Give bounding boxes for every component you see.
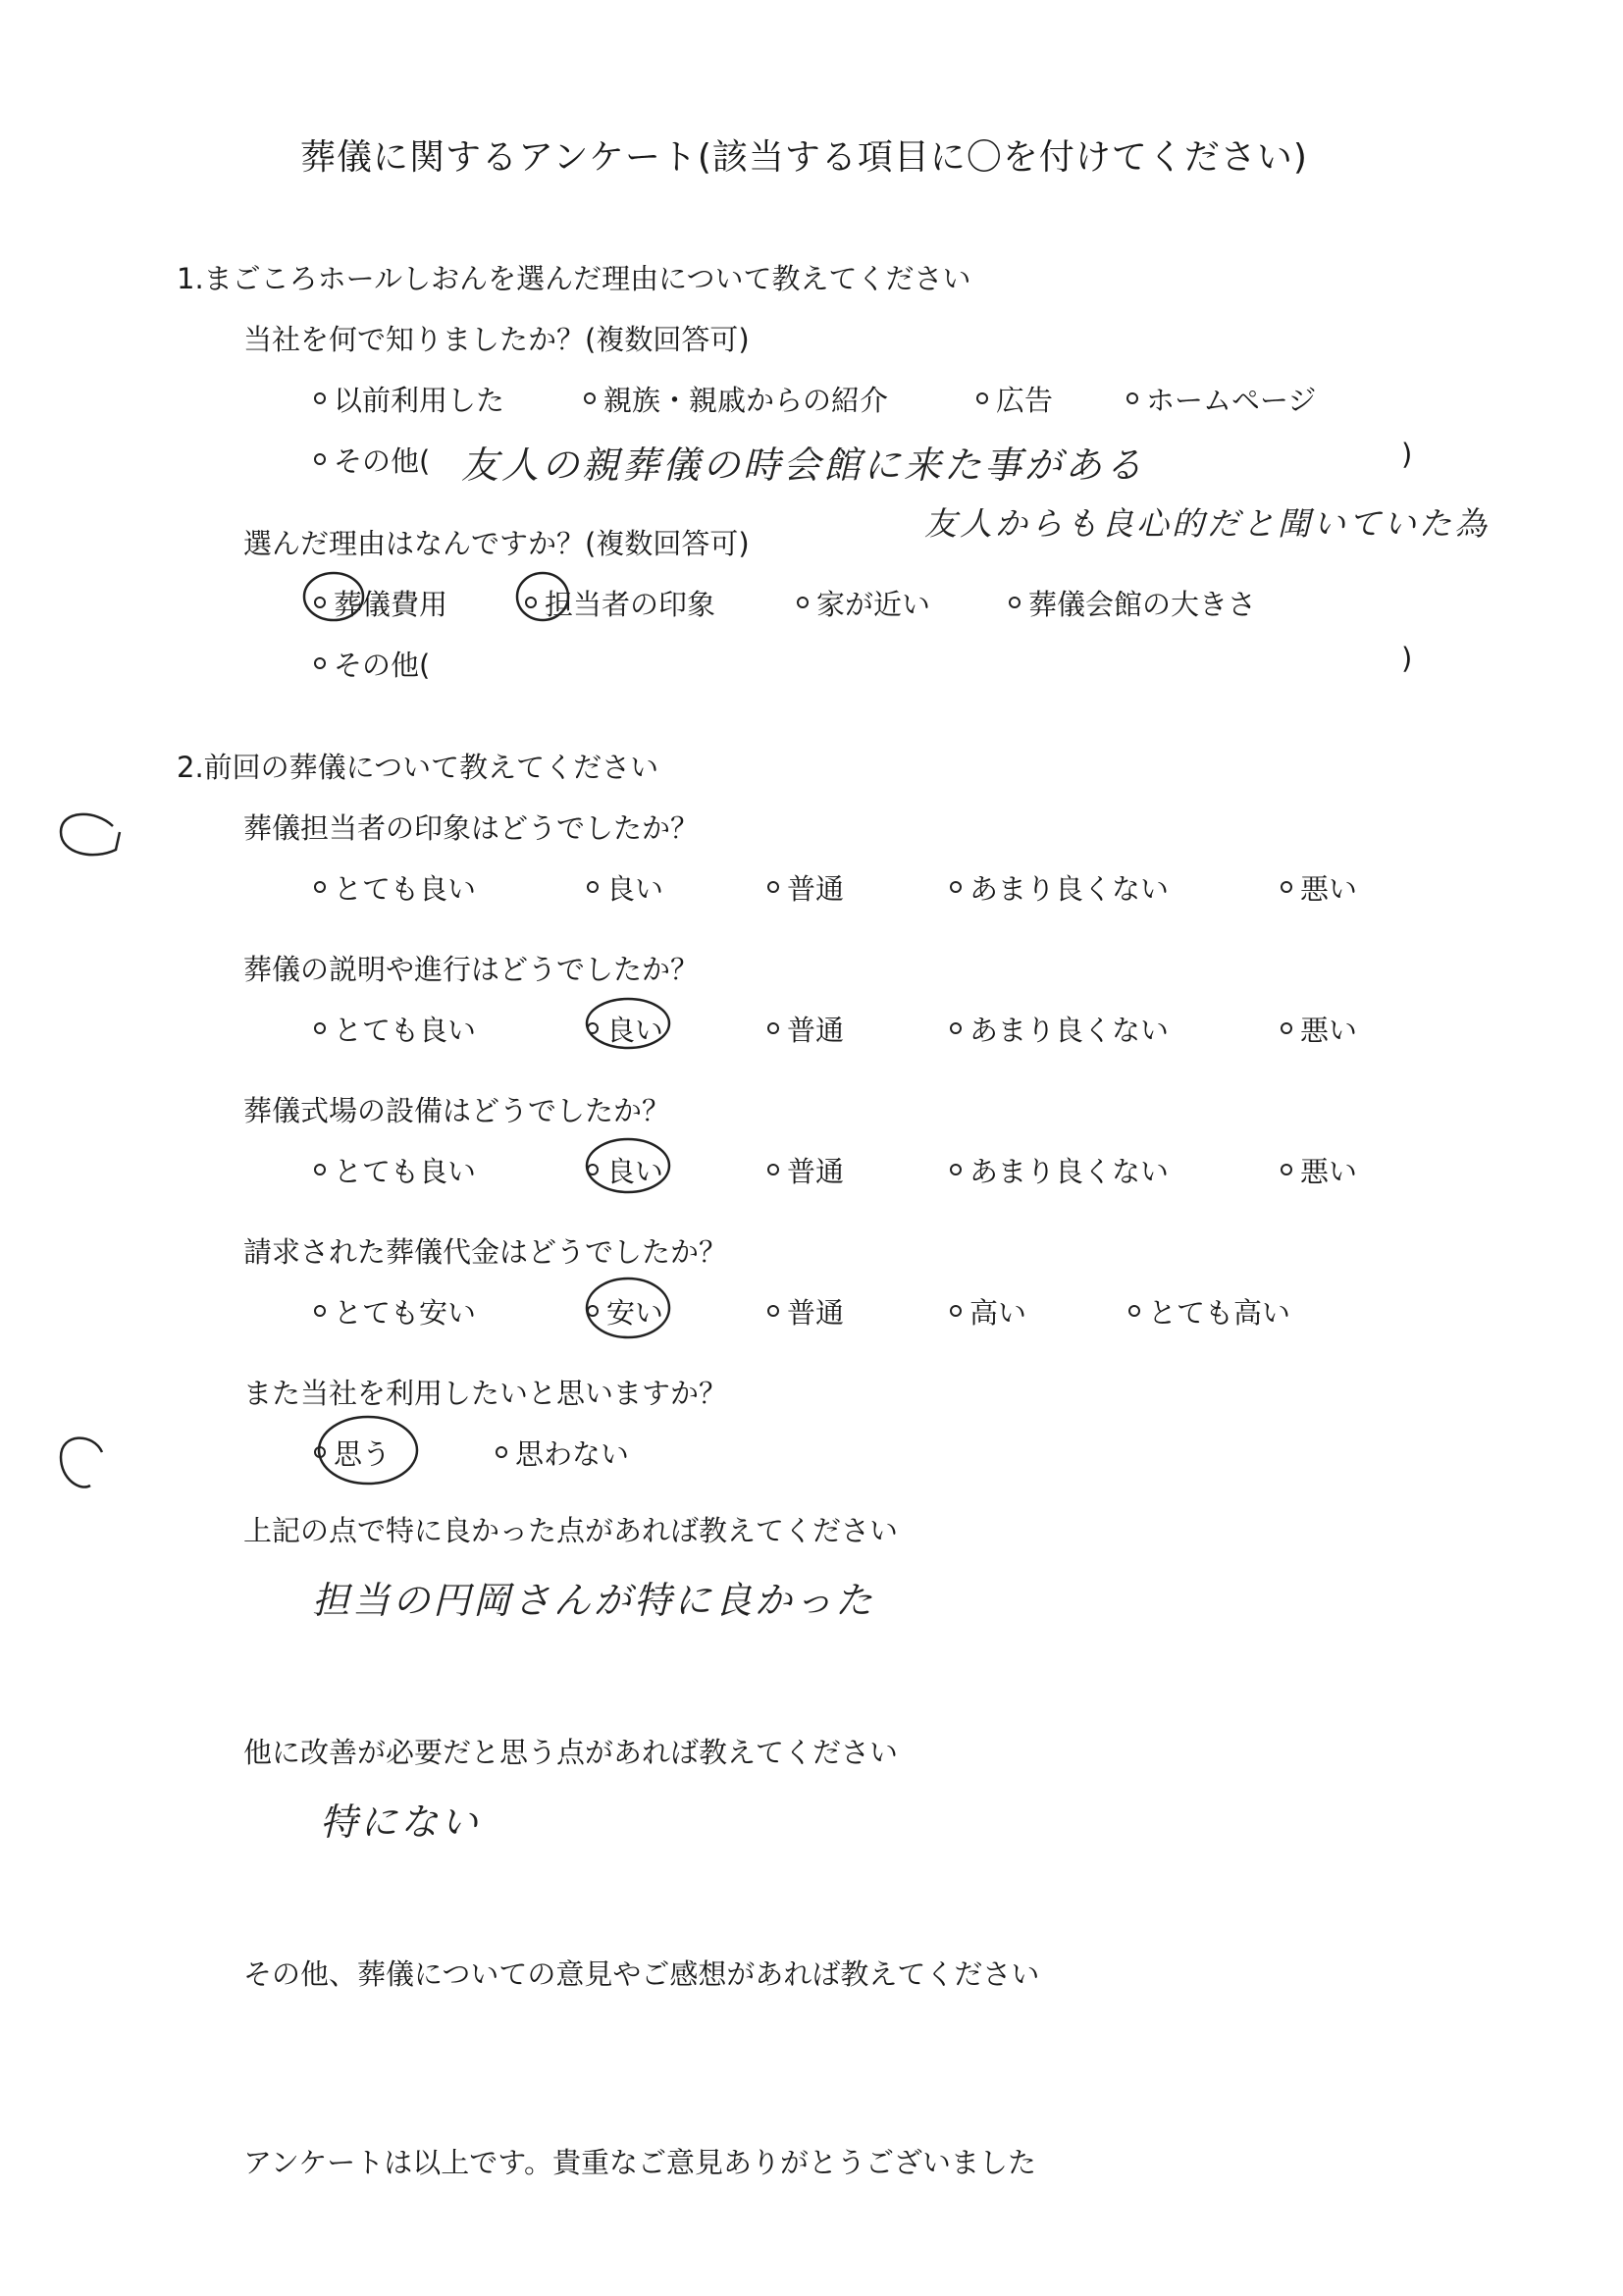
bullet-icon bbox=[587, 881, 599, 893]
question-staff-impression: 葬儀担当者の印象はどうでしたか？ bbox=[243, 811, 700, 845]
option-not-good[interactable]: あまり良くない bbox=[950, 1150, 1169, 1190]
handwritten-improvements-answer: 特にない bbox=[320, 1800, 482, 1844]
option-funeral-cost[interactable]: 葬儀費用 bbox=[314, 583, 447, 623]
option-average[interactable]: 普通 bbox=[767, 1291, 844, 1331]
bullet-icon bbox=[767, 881, 779, 893]
option-relative-referral[interactable]: 親族・親戚からの紹介 bbox=[584, 379, 888, 419]
option-not-good[interactable]: あまり良くない bbox=[950, 867, 1169, 908]
bullet-icon bbox=[496, 1446, 507, 1458]
bullet-icon bbox=[1009, 597, 1021, 608]
bullet-icon bbox=[525, 597, 537, 608]
option-average[interactable]: 普通 bbox=[767, 1150, 844, 1190]
option-average[interactable]: 普通 bbox=[767, 867, 844, 908]
option-yes[interactable]: 思う bbox=[314, 1433, 391, 1473]
handwritten-other-answer-line1: 友人の親葬儀の時会館に来た事がある bbox=[461, 444, 1146, 487]
bullet-icon bbox=[314, 657, 326, 669]
bullet-icon bbox=[587, 1164, 599, 1175]
option-bad[interactable]: 悪い bbox=[1281, 867, 1357, 908]
option-very-expensive[interactable]: とても高い bbox=[1128, 1291, 1290, 1331]
option-other-reason[interactable]: その他( bbox=[314, 644, 430, 684]
question-improvements: 他に改善が必要だと思う点があれば教えてください bbox=[243, 1736, 899, 1769]
bullet-icon bbox=[314, 1305, 326, 1317]
section-2-heading: 2.前回の葬儀について教えてください bbox=[177, 751, 659, 784]
option-homepage[interactable]: ホームページ bbox=[1126, 379, 1316, 419]
option-bad[interactable]: 悪い bbox=[1281, 1009, 1357, 1049]
bullet-icon bbox=[314, 881, 326, 893]
option-advertisement[interactable]: 広告 bbox=[976, 379, 1053, 419]
question-reason: 選んだ理由はなんですか？(複数回答可) bbox=[243, 527, 750, 560]
option-hall-size[interactable]: 葬儀会館の大きさ bbox=[1009, 583, 1256, 623]
bullet-icon bbox=[1128, 1305, 1140, 1317]
bullet-icon bbox=[797, 597, 809, 608]
bullet-icon bbox=[1126, 392, 1138, 404]
option-bad[interactable]: 悪い bbox=[1281, 1150, 1357, 1190]
punch-hole-mark-bottom bbox=[61, 1438, 102, 1487]
option-near-home[interactable]: 家が近い bbox=[797, 583, 930, 623]
option-no[interactable]: 思わない bbox=[496, 1433, 629, 1473]
question-use-again: また当社を利用したいと思いますか？ bbox=[243, 1377, 728, 1410]
bullet-icon bbox=[1281, 881, 1292, 893]
question-explanation: 葬儀の説明や進行はどうでしたか？ bbox=[243, 953, 700, 986]
punch-hole-mark-top bbox=[61, 814, 120, 855]
bullet-icon bbox=[767, 1305, 779, 1317]
bullet-icon bbox=[587, 1305, 599, 1317]
option-very-cheap[interactable]: とても安い bbox=[314, 1291, 476, 1331]
option-other-known[interactable]: その他( bbox=[314, 440, 430, 480]
question-cost: 請求された葬儀代金はどうでしたか？ bbox=[243, 1235, 728, 1269]
bullet-icon bbox=[587, 1022, 599, 1034]
question-good-points: 上記の点で特に良かった点があれば教えてください bbox=[243, 1514, 899, 1547]
closing-message: アンケートは以上です。貴重なご意見ありがとうございました bbox=[243, 2146, 1036, 2179]
bullet-icon bbox=[950, 881, 962, 893]
bullet-icon bbox=[314, 392, 326, 404]
option-expensive[interactable]: 高い bbox=[950, 1291, 1026, 1331]
bullet-icon bbox=[950, 1164, 962, 1175]
handwritten-other-answer-line2: 友人からも良心的だと聞いていた為 bbox=[924, 504, 1490, 543]
bullet-icon bbox=[1281, 1164, 1292, 1175]
bullet-icon bbox=[950, 1305, 962, 1317]
option-not-good[interactable]: あまり良くない bbox=[950, 1009, 1169, 1049]
question-how-known: 当社を何で知りましたか？(複数回答可) bbox=[243, 323, 750, 356]
bullet-icon bbox=[314, 1164, 326, 1175]
bullet-icon bbox=[767, 1022, 779, 1034]
question-facilities: 葬儀式場の設備はどうでしたか？ bbox=[243, 1094, 671, 1127]
bullet-icon bbox=[314, 453, 326, 465]
bullet-icon bbox=[1281, 1022, 1292, 1034]
bullet-icon bbox=[950, 1022, 962, 1034]
option-very-good[interactable]: とても良い bbox=[314, 1150, 476, 1190]
option-cheap[interactable]: 安い bbox=[587, 1291, 663, 1331]
option-good[interactable]: 良い bbox=[587, 867, 663, 908]
bullet-icon bbox=[584, 392, 596, 404]
bullet-icon bbox=[314, 1446, 326, 1458]
option-average[interactable]: 普通 bbox=[767, 1009, 844, 1049]
other-close-paren: ) bbox=[1401, 438, 1413, 471]
bullet-icon bbox=[767, 1164, 779, 1175]
option-staff-impression[interactable]: 担当者の印象 bbox=[525, 583, 715, 623]
handwritten-good-points-answer: 担当の円岡さんが特に良かった bbox=[312, 1579, 876, 1622]
survey-title: 葬儀に関するアンケート(該当する項目に〇を付けてください) bbox=[300, 137, 1308, 178]
option-previously-used[interactable]: 以前利用した bbox=[314, 379, 504, 419]
option-good[interactable]: 良い bbox=[587, 1009, 663, 1049]
question-comments: その他、葬儀についての意見やご感想があれば教えてください bbox=[243, 1957, 1040, 1991]
option-very-good[interactable]: とても良い bbox=[314, 867, 476, 908]
other-reason-close-paren: ) bbox=[1401, 642, 1413, 675]
option-very-good[interactable]: とても良い bbox=[314, 1009, 476, 1049]
section-1-heading: 1.まごころホールしおんを選んだ理由について教えてください bbox=[177, 262, 971, 295]
bullet-icon bbox=[314, 597, 326, 608]
option-good[interactable]: 良い bbox=[587, 1150, 663, 1190]
bullet-icon bbox=[314, 1022, 326, 1034]
bullet-icon bbox=[976, 392, 988, 404]
